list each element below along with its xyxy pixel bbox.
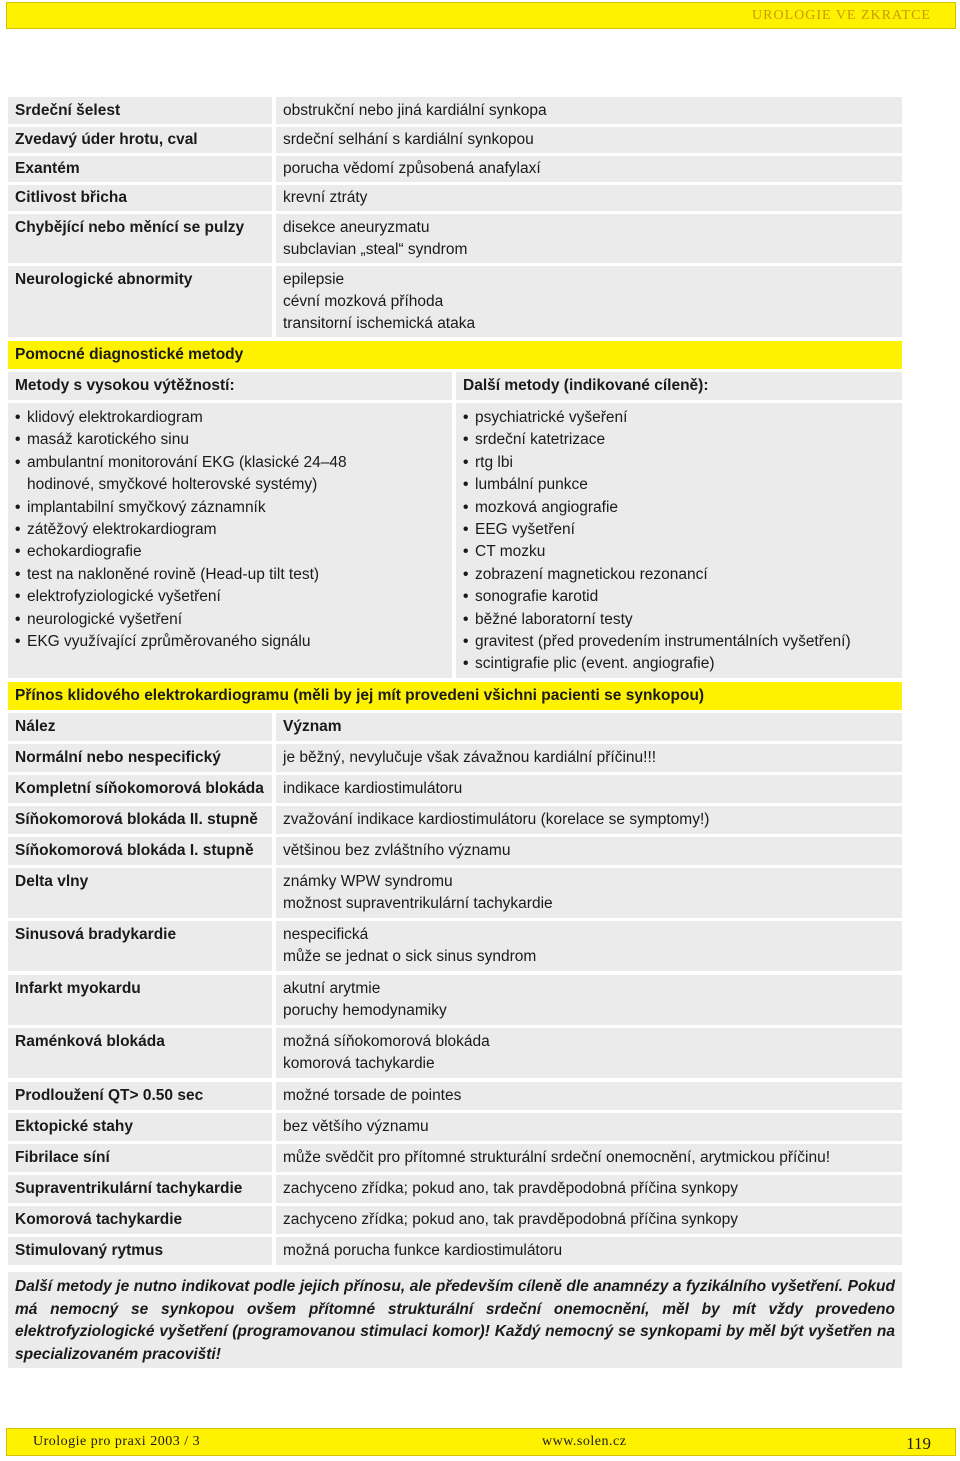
finding-cell: Neurologické abnormity <box>8 266 272 337</box>
meaning-cell: je běžný, nevylučuje však závažnou kardiální příčinu!!! <box>276 744 902 772</box>
meaning-cell: krevní ztráty <box>276 185 902 211</box>
finding-cell: Exantém <box>8 156 272 182</box>
page-number: 119 <box>906 1434 931 1453</box>
left-methods-header: Metody s vysokou výtěžností: <box>8 372 452 400</box>
finding-cell: Ektopické stahy <box>8 1113 272 1141</box>
closing-note: Další metody je nutno indikovat podle jejich přínosu, ale především cíleně dle anamnézy a fyzikálního vyšetření. Pokud má nemocný se synkopou ovšem přítomné strukturální srdeční onemocnění, měl by mít vždy provedeno elektrofyziologické vyšetření (programovanou stimulaci komor)! Každý nemocný se synkopami by měl být vyšetřen na specializovaném pracovišti! <box>8 1272 902 1368</box>
high-yield-methods <box>8 403 452 678</box>
finding-cell: Síňokomorová blokáda II. stupně <box>8 806 272 834</box>
diagnostics-title: Pomocné diagnostické metody <box>8 341 902 369</box>
finding-cell: Komorová tachykardie <box>8 1206 272 1234</box>
meaning-cell: obstrukční nebo jiná kardiální synkopa <box>276 97 902 124</box>
list-item: • neurologické vyšetření <box>15 609 445 631</box>
website-link[interactable]: www.solen.cz <box>542 1434 627 1449</box>
list-item: • lumbální punkce <box>463 474 895 496</box>
finding-cell: Citlivost břicha <box>8 185 272 211</box>
list-item: • běžné laboratorní testy <box>463 609 895 631</box>
finding-cell: Infarkt myokardu <box>8 975 272 1025</box>
list-item: • zobrazení magnetickou rezonancí <box>463 564 895 586</box>
meaning-cell: zachyceno zřídka; pokud ano, tak pravděpodobná příčina synkopy <box>276 1175 902 1203</box>
meaning-cell: většinou bez zvláštního významu <box>276 837 902 865</box>
finding-cell: Kompletní síňokomorová blokáda <box>8 775 272 803</box>
finding-cell: Sinusová bradykardie <box>8 921 272 971</box>
page-header <box>6 2 956 29</box>
finding-cell: Normální nebo nespecifický <box>8 744 272 772</box>
meaning-cell: známky WPW syndromu možnost supraventrikulární tachykardie <box>276 868 902 918</box>
list-item: • EEG vyšetření <box>463 519 895 541</box>
list-item: • echokardiografie <box>15 541 445 563</box>
list-item: • zátěžový elektrokardiogram <box>15 519 445 541</box>
ekg-title: Přínos klidového elektrokardiogramu (měli by jej mít provedeni všichni pacienti se synkopou) <box>8 682 902 710</box>
finding-cell: Prodloužení QT> 0.50 sec <box>8 1082 272 1110</box>
right-methods-header: Další metody (indikované cíleně): <box>456 372 902 400</box>
list-item: • sonografie karotid <box>463 586 895 608</box>
high-yield-list <box>15 407 445 653</box>
meaning-cell: indikace kardiostimulátoru <box>276 775 902 803</box>
list-item: • ambulantní monitorování EKG (klasické 24–48 hodinové, smyčkové holterovské systémy) <box>15 452 445 497</box>
meaning-cell: akutní arytmie poruchy hemodynamiky <box>276 975 902 1025</box>
finding-cell: Síňokomorová blokáda I. stupně <box>8 837 272 865</box>
list-item: • mozková angiografie <box>463 497 895 519</box>
list-item: • gravitest (před provedením instrumentálních vyšetření) <box>463 631 895 653</box>
finding-cell: Chybějící nebo měnící se pulzy <box>8 214 272 263</box>
column-header-finding: Nález <box>8 713 272 741</box>
list-item: • klidový elektrokardiogram <box>15 407 445 429</box>
list-item: • rtg lbi <box>463 452 895 474</box>
finding-cell: Delta vlny <box>8 868 272 918</box>
meaning-cell: možné torsade de pointes <box>276 1082 902 1110</box>
meaning-cell: nespecifická může se jednat o sick sinus syndrom <box>276 921 902 971</box>
finding-cell: Raménková blokáda <box>8 1028 272 1078</box>
targeted-methods <box>456 403 902 678</box>
meaning-cell: zachyceno zřídka; pokud ano, tak pravděpodobná příčina synkopy <box>276 1206 902 1234</box>
meaning-cell: možná síňokomorová blokáda komorová tachykardie <box>276 1028 902 1078</box>
targeted-list <box>463 407 895 676</box>
list-item: • psychiatrické vyšeření <box>463 407 895 429</box>
finding-cell: Zvedavý úder hrotu, cval <box>8 127 272 153</box>
meaning-cell: může svědčit pro přítomné strukturální srdeční onemocnění, arytmickou příčinu! <box>276 1144 902 1172</box>
finding-cell: Supraventrikulární tachykardie <box>8 1175 272 1203</box>
list-item: • srdeční katetrizace <box>463 429 895 451</box>
finding-cell: Fibrilace síní <box>8 1144 272 1172</box>
meaning-cell: bez většího významu <box>276 1113 902 1141</box>
column-header-meaning: Význam <box>276 713 902 741</box>
list-item: • implantabilní smyčkový záznamník <box>15 497 445 519</box>
list-item: • test na nakloněné rovině (Head-up tilt test) <box>15 564 445 586</box>
list-item: • CT mozku <box>463 541 895 563</box>
meaning-cell: porucha vědomí způsobená anafylaxí <box>276 156 902 182</box>
meaning-cell: možná porucha funkce kardiostimulátoru <box>276 1237 902 1265</box>
meaning-cell: epilepsie cévní mozková příhoda transitorní ischemická ataka <box>276 266 902 337</box>
list-item: • elektrofyziologické vyšetření <box>15 586 445 608</box>
finding-cell: Srdeční šelest <box>8 97 272 124</box>
section-title: UROLOGIE VE ZKRATCE <box>752 8 931 23</box>
list-item: • EKG využívající zprůměrovaného signálu <box>15 631 445 653</box>
finding-cell: Stimulovaný rytmus <box>8 1237 272 1265</box>
list-item: • scintigrafie plic (event. angiografie) <box>463 653 895 675</box>
page-footer <box>6 1428 956 1456</box>
meaning-cell: disekce aneuryzmatu subclavian „steal“ syndrom <box>276 214 902 263</box>
meaning-cell: zvažování indikace kardiostimulátoru (korelace se symptomy!) <box>276 806 902 834</box>
list-item: • masáž karotického sinu <box>15 429 445 451</box>
journal-name: Urologie pro praxi 2003 / 3 <box>33 1434 201 1449</box>
meaning-cell: srdeční selhání s kardiální synkopou <box>276 127 902 153</box>
